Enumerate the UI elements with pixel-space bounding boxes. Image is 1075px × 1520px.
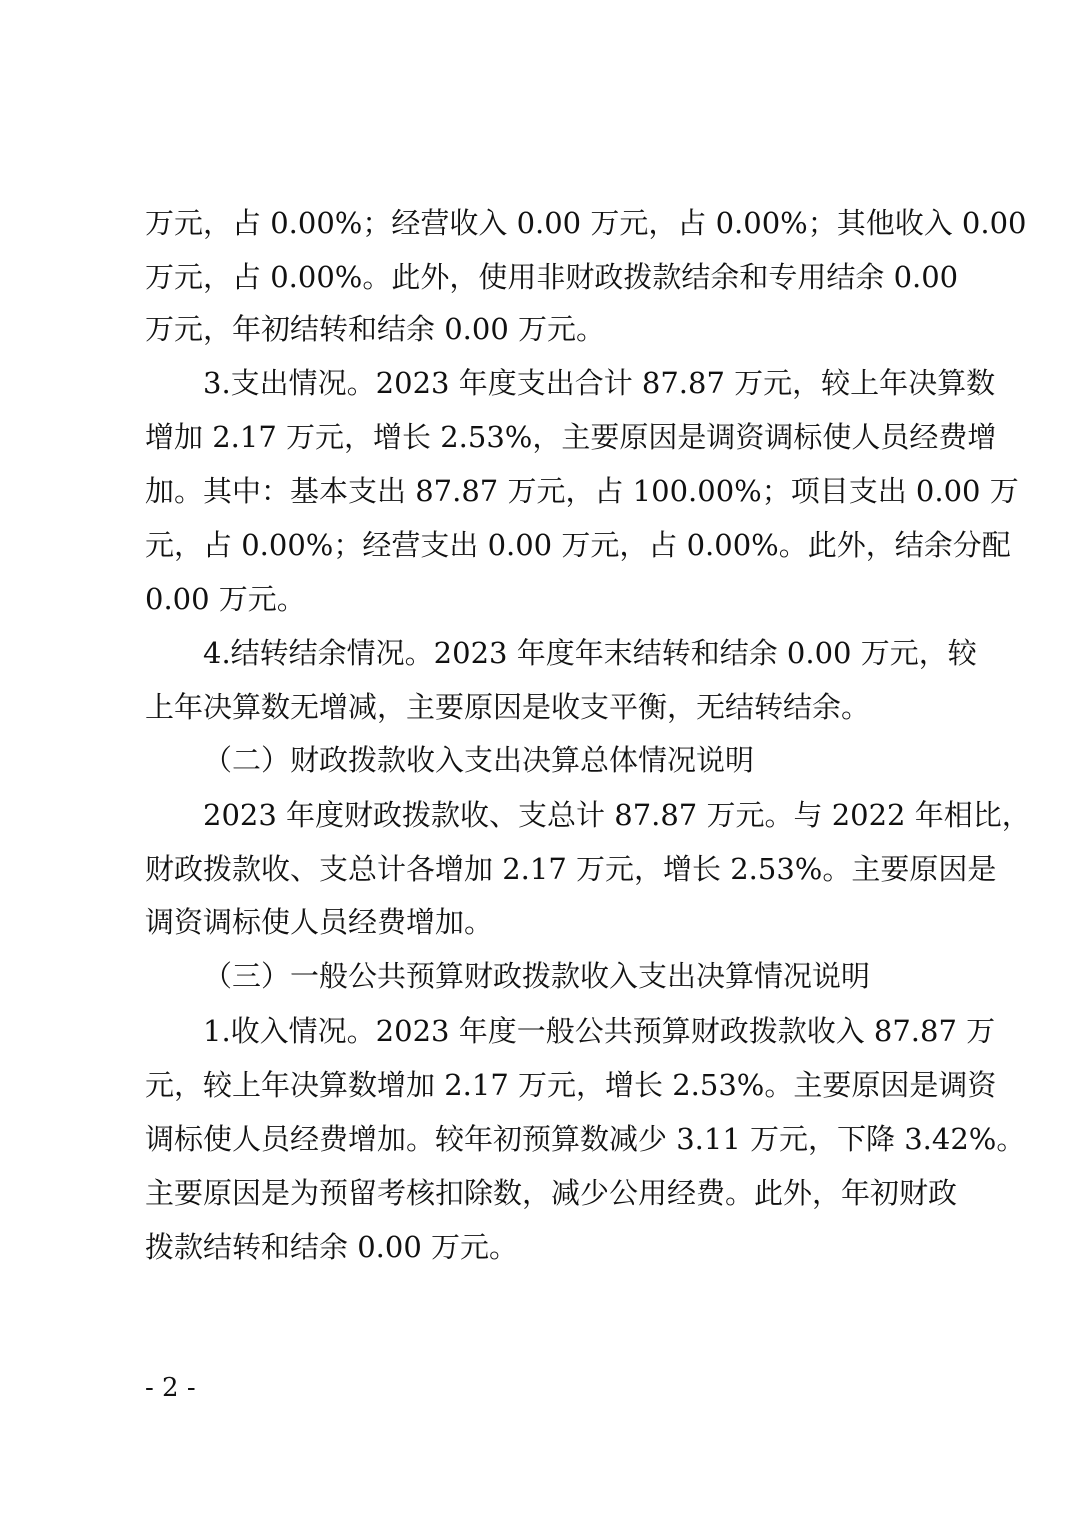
text-line: 调标使人员经费增加。较年初预算数减少 3.11 万元，下降 3.42%。	[145, 1122, 1026, 1156]
text-line: 增加 2.17 万元，增长 2.53%，主要原因是调资调标使人员经费增	[145, 420, 997, 454]
text-line: 万元，年初结转和结余 0.00 万元。	[145, 312, 606, 346]
text-line: 元，较上年决算数增加 2.17 万元，增长 2.53%。主要原因是调资	[145, 1068, 997, 1102]
text-line: 上年决算数无增减，主要原因是收支平衡，无结转结余。	[145, 690, 871, 724]
page-number: - 2 -	[145, 1373, 196, 1403]
text-line: 调资调标使人员经费增加。	[145, 905, 494, 939]
text-line: 拨款结转和结余 0.00 万元。	[145, 1230, 519, 1264]
text-line: 2023 年度财政拨款收、支总计 87.87 万元。与 2022 年相比，	[203, 798, 1031, 832]
text-line: 加。其中：基本支出 87.87 万元，占 100.00%；项目支出 0.00 万	[145, 474, 1019, 508]
text-line: 0.00 万元。	[145, 582, 306, 616]
section-heading: （三）一般公共预算财政拨款收入支出决算情况说明	[203, 959, 871, 993]
text-line: 1.收入情况。2023 年度一般公共预算财政拨款收入 87.87 万	[203, 1014, 996, 1048]
text-line: 元，占 0.00%；经营支出 0.00 万元，占 0.00%。此外，结余分配	[145, 528, 1011, 562]
section-heading: （二）财政拨款收入支出决算总体情况说明	[203, 743, 755, 777]
text-line: 万元，占 0.00%；经营收入 0.00 万元，占 0.00%；其他收入 0.00	[145, 206, 1027, 240]
text-line: 万元，占 0.00%。此外，使用非财政拨款结余和专用结余 0.00	[145, 260, 959, 294]
text-line: 财政拨款收、支总计各增加 2.17 万元，增长 2.53%。主要原因是	[145, 852, 997, 886]
text-line: 3.支出情况。2023 年度支出合计 87.87 万元，较上年决算数	[203, 366, 996, 400]
text-line: 4.结转结余情况。2023 年度年末结转和结余 0.00 万元，较	[203, 636, 977, 670]
text-line: 主要原因是为预留考核扣除数，减少公用经费。此外，年初财政	[145, 1176, 958, 1210]
